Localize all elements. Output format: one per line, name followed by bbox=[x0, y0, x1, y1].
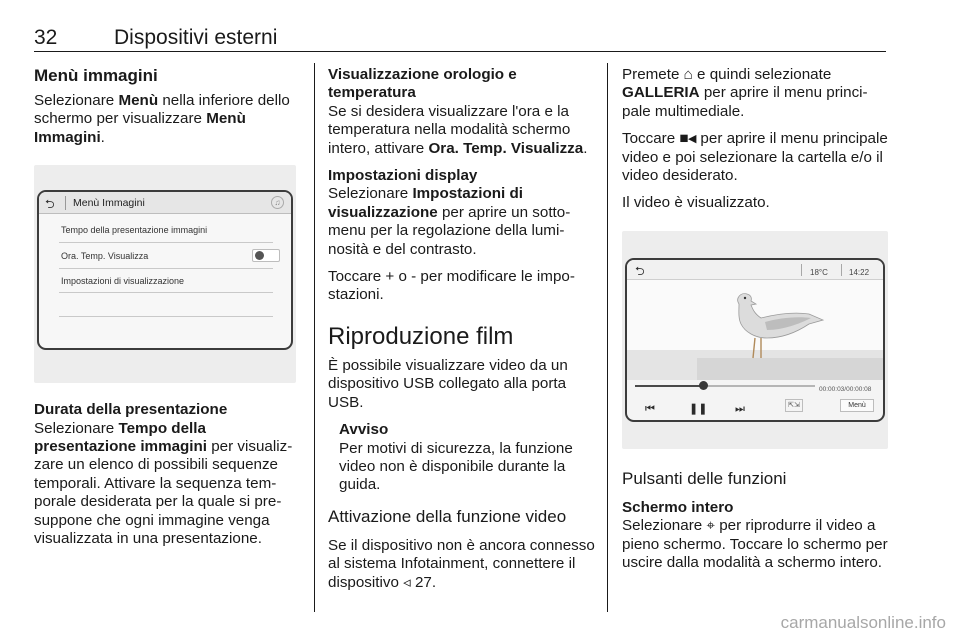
paragraph: Se si desidera visualizzare l'ora e la temperatura nella modalità schermo intero, attivare Ora. Temp. Visualizza. bbox=[328, 102, 588, 157]
paragraph: Selezionare ⌖ per riprodurre il video a pieno schermo. Toccare lo schermo per uscire dalla modalità a schermo intero. bbox=[622, 517, 888, 572]
seagull-image bbox=[627, 280, 883, 380]
figure-video-player bbox=[622, 231, 888, 449]
reference-arrow-icon: ◃ bbox=[403, 573, 415, 591]
paragraph: Selezionare Tempo della presentazione immagini per visualizzare un elenco di possibili sequenze temporali. Attivare la sequenza temporale desiderata per la quale si presuppone che ogni immagine venga visualizzata in una presentazione. bbox=[34, 419, 293, 548]
subheading-schermo-intero: Schermo intero bbox=[622, 498, 734, 516]
temperature-readout: 18°C bbox=[810, 267, 828, 277]
paragraph: Premete ⌂ e quindi selezionate GALLERIA per aprire il menu principale multimediale. bbox=[622, 66, 868, 120]
column-divider bbox=[607, 63, 608, 612]
infotainment-screen bbox=[37, 190, 293, 350]
pause-icon[interactable]: ❚❚ bbox=[689, 402, 708, 415]
fullscreen-icon[interactable]: ⇱⇲ bbox=[785, 399, 803, 412]
subheading-durata: Durata della presentazione bbox=[34, 401, 228, 419]
subheading-impostazioni-display: Impostazioni display bbox=[328, 167, 478, 185]
heading-pulsanti-funzioni: Pulsanti delle funzioni bbox=[622, 468, 787, 488]
progress-fill bbox=[635, 385, 703, 387]
column-2 bbox=[328, 66, 596, 601]
screen-title-bar bbox=[39, 192, 291, 214]
music-note-icon: ♫ bbox=[271, 196, 284, 209]
column-divider bbox=[314, 63, 315, 612]
toggle-switch[interactable] bbox=[252, 249, 280, 262]
video-player-screen bbox=[625, 258, 885, 422]
page-number: 32 bbox=[34, 26, 58, 49]
column-1 bbox=[34, 66, 304, 557]
progress-bar[interactable] bbox=[635, 385, 815, 387]
menu-item-ora-temp[interactable]: Ora. Temp. Visualizza bbox=[61, 251, 149, 262]
paragraph: Selezionare Menù nella inferiore dello schermo per visualizzare Menù Immagini. bbox=[34, 92, 290, 146]
previous-track-icon[interactable]: ⏮ bbox=[645, 402, 655, 415]
figure-menu-immagini bbox=[34, 165, 296, 383]
header-rule bbox=[34, 51, 886, 52]
section-title: Dispositivi esterni bbox=[114, 26, 278, 49]
notice-title: Avviso bbox=[339, 421, 389, 439]
heading-attivazione-video: Attivazione della funzione video bbox=[328, 506, 567, 526]
menu-item-tempo[interactable]: Tempo della presentazione immagini bbox=[61, 225, 208, 236]
timecode-readout: 00:00:03/00:00:08 bbox=[819, 385, 872, 393]
paragraph: Selezionare Impostazioni di visualizzazione per aprire un sottomenu per la regolazione della luminosità e del contrasto. bbox=[328, 185, 571, 258]
notice-text: Per motivi di sicurezza, la funzione video non è disponibile durante la guida. bbox=[339, 439, 573, 494]
back-arrow-icon[interactable]: ⮌ bbox=[635, 263, 645, 278]
notice-box bbox=[339, 421, 596, 495]
heading-riproduzione-film: Riproduzione film bbox=[328, 322, 514, 350]
back-arrow-icon[interactable]: ⮌ bbox=[45, 197, 55, 212]
clock-readout: 14:22 bbox=[849, 267, 870, 277]
paragraph: Toccare ■◂ per aprire il menu principale video e poi selezionare la cartella e/o il video desiderato. bbox=[622, 130, 888, 185]
fullscreen-icon: ⌖ bbox=[706, 517, 715, 535]
watermark: carmanualsonline.info bbox=[780, 613, 946, 632]
video-camera-icon: ■◂ bbox=[679, 130, 697, 148]
home-icon: ⌂ bbox=[683, 66, 693, 83]
progress-handle[interactable] bbox=[699, 381, 708, 390]
screen-status-bar bbox=[627, 260, 883, 280]
next-track-icon[interactable]: ⏭ bbox=[735, 402, 745, 415]
paragraph: Se il dispositivo non è ancora connesso al sistema Infotainment, connettere il dispositivo ◃ 27. bbox=[328, 536, 595, 591]
paragraph: È possibile visualizzare video da un dispositivo USB collegato alla porta USB. bbox=[328, 356, 568, 411]
paragraph: Toccare + o - per modificare le impostazioni. bbox=[328, 268, 575, 304]
page-header bbox=[34, 26, 886, 52]
screen-title: Menù Immagini bbox=[73, 197, 145, 210]
menu-button[interactable]: Menù bbox=[840, 399, 874, 412]
paragraph: Il video è visualizzato. bbox=[622, 194, 770, 212]
heading-menu-immagini: Menù immagini bbox=[34, 66, 158, 85]
subheading-orologio: Visualizzazione orologio e temperatura bbox=[328, 66, 517, 102]
menu-item-impostazioni[interactable]: Impostazioni di visualizzazione bbox=[61, 276, 185, 287]
page-reference[interactable]: 27 bbox=[414, 573, 432, 591]
video-frame[interactable] bbox=[627, 280, 883, 380]
column-3 bbox=[622, 66, 888, 581]
